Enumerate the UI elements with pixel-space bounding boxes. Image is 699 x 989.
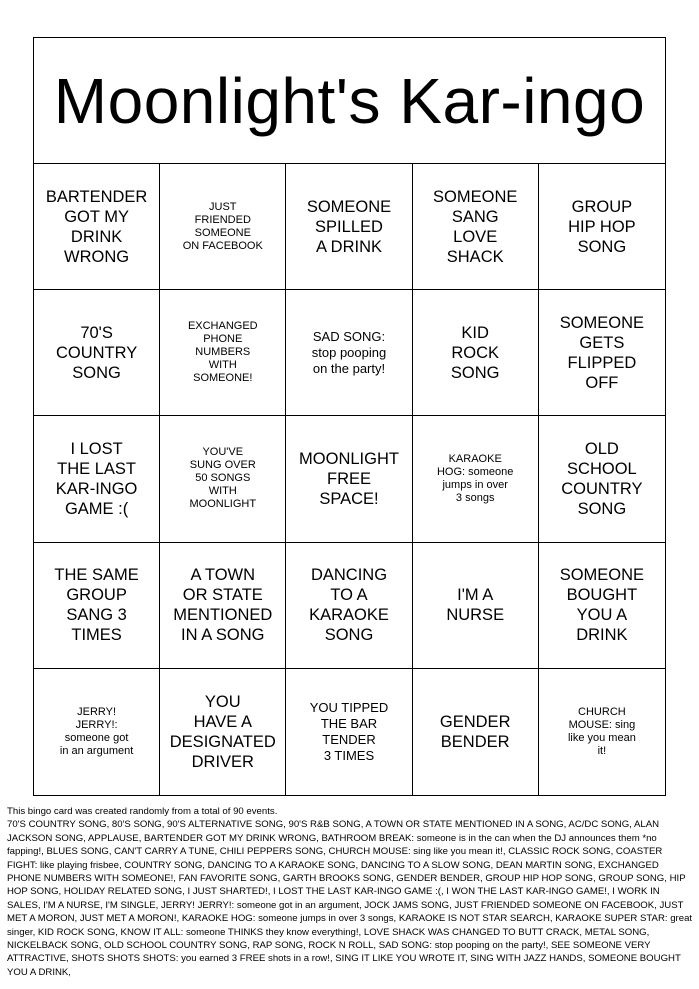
bingo-cell-text: YOU HAVE A DESIGNATED DRIVER	[169, 692, 276, 771]
bingo-cell	[160, 543, 286, 669]
bingo-cell-text: A TOWN OR STATE MENTIONED IN A SONG	[173, 566, 273, 645]
bingo-cell-text: CHURCH MOUSE: sing like you mean it!	[567, 705, 636, 757]
bingo-cell-text: JUST FRIENDED SOMEONE ON FACEBOOK	[182, 200, 263, 252]
bingo-cell-text: SOMEONE BOUGHT YOU A DRINK	[559, 566, 645, 645]
bingo-cell	[286, 290, 412, 416]
bingo-cell-text: MOONLIGHT FREE SPACE!	[299, 449, 399, 508]
bingo-cell	[286, 164, 412, 290]
bingo-cell-text: YOU TIPPED THE BAR TENDER 3 TIMES	[309, 699, 389, 763]
bingo-cell-text: THE SAME GROUP SANG 3 TIMES	[54, 566, 139, 645]
bingo-cell	[34, 290, 160, 416]
bingo-cell-text: KID ROCK SONG	[450, 323, 500, 382]
bingo-cell	[34, 164, 160, 290]
bingo-cell	[413, 669, 539, 795]
bingo-cell-text: YOU'VE SUNG OVER 50 SONGS WITH MOONLIGHT	[189, 446, 257, 511]
bingo-cell-text: I LOST THE LAST KAR-INGO GAME :(	[55, 439, 138, 518]
bingo-cell	[539, 290, 665, 416]
event-list-footer	[7, 805, 695, 979]
bingo-free-space	[286, 416, 412, 542]
bingo-cell	[539, 543, 665, 669]
footer-intro: This bingo card was created randomly from a total of 90 events.	[7, 806, 278, 817]
bingo-cell-text: SAD SONG: stop pooping on the party!	[311, 328, 387, 376]
bingo-card	[33, 37, 666, 796]
bingo-cell	[160, 290, 286, 416]
bingo-cell	[160, 164, 286, 290]
bingo-cell	[34, 669, 160, 795]
bingo-cell	[413, 416, 539, 542]
bingo-cell-text: SOMEONE SPILLED A DRINK	[306, 197, 392, 256]
bingo-cell	[286, 543, 412, 669]
bingo-cell-text: SOMEONE SANG LOVE SHACK	[433, 187, 518, 266]
footer-event-list: 70'S COUNTRY SONG, 80'S SONG, 90'S ALTERNATIVE SONG, 90'S R&B SONG, A TOWN OR STATE MENTIONED IN A SONG, AC/DC SONG, ALAN JACKSON SONG, APPLAUSE, BARTENDER GOT MY DRINK WRONG, BATHROOM BREAK: someone is in the can when the DJ announces them *no fapping!, BLUES SONG, CAN'T CARRY A TUNE, CHILI PEPPERS SONG, CHURCH MOUSE: sing like you mean it!, CLASSIC ROCK SONG, COASTER FIGHT: like playing frisbee, COUNTRY SONG, DANCING TO A KARAOKE SONG, DANCING TO A SLOW SONG, DEAN MARTIN SONG, EXCHANGED PHONE NUMBERS WITH SOMEONE!, FAN FAVORITE SONG, GARTH BROOKS SONG, GENDER BENDER, GROUP HIP HOP SONG, GROUP SONG, HIP HOP SONG, HOLIDAY RELATED SONG, I JUST SHARTED!, I LOST THE LAST KAR-INGO GAME :(, I WON THE LAST KAR-INGO GAME!, I WORK IN SALES, I'M A NURSE, I'M SINGLE, JERRY! JERRY!: someone got in an argument, JOCK JAMS SONG, JUST FRIENDED SOMEONE ON FACEBOOK, JUST MET A MORON, JUST MET A MORON!, KARAOKE HOG: someone jumps in over 3 songs, KARAOKE IS NOT STAR SEARCH, KARAOKE SUPER STAR: great singer, KID ROCK SONG, KNOW IT ALL: someone THINKS they know everything!, LOVE SHACK WAS CHANGED TO BUTT CRACK, METAL SONG, NICKELBACK SONG, OLD SCHOOL COUNTRY SONG, RAP SONG, ROCK N ROLL, SAD SONG: stop pooping on the party!, SEE SOMEONE VERY ATTRACTIVE, SHOTS SHOTS SHOTS: you earned 3 FREE shots in a row!, SING IT LIKE YOU WROTE IT, SING WITH JAZZ HANDS, SOMEONE BOUGHT YOU A DRINK,	[7, 819, 693, 978]
bingo-cell	[34, 416, 160, 542]
bingo-cell-text: DANCING TO A KARAOKE SONG	[309, 566, 389, 645]
bingo-cell-text: JERRY! JERRY!: someone got in an argument	[59, 705, 134, 757]
card-title: Moonlight's Kar-ingo	[34, 38, 665, 164]
bingo-cell	[539, 416, 665, 542]
bingo-cell	[286, 669, 412, 795]
bingo-cell	[539, 669, 665, 795]
bingo-cell-text: SOMEONE GETS FLIPPED OFF	[559, 313, 645, 392]
bingo-cell	[413, 290, 539, 416]
bingo-cell-text: KARAOKE HOG: someone jumps in over 3 songs	[436, 452, 514, 504]
bingo-cell	[160, 669, 286, 795]
bingo-cell	[413, 543, 539, 669]
bingo-cell-text: I'M A NURSE	[446, 586, 505, 625]
bingo-cell-text: EXCHANGED PHONE NUMBERS WITH SOMEONE!	[187, 320, 258, 385]
bingo-cell-text: GENDER BENDER	[439, 712, 511, 751]
bingo-cell	[160, 416, 286, 542]
bingo-cell-text: GROUP HIP HOP SONG	[568, 197, 636, 256]
bingo-cell	[34, 543, 160, 669]
bingo-cell-text: OLD SCHOOL COUNTRY SONG	[561, 439, 643, 518]
bingo-cell-text: 70'S COUNTRY SONG	[55, 323, 138, 382]
bingo-cell	[539, 164, 665, 290]
bingo-grid	[34, 164, 665, 795]
bingo-cell-text: BARTENDER GOT MY DRINK WRONG	[45, 187, 148, 266]
bingo-cell	[413, 164, 539, 290]
